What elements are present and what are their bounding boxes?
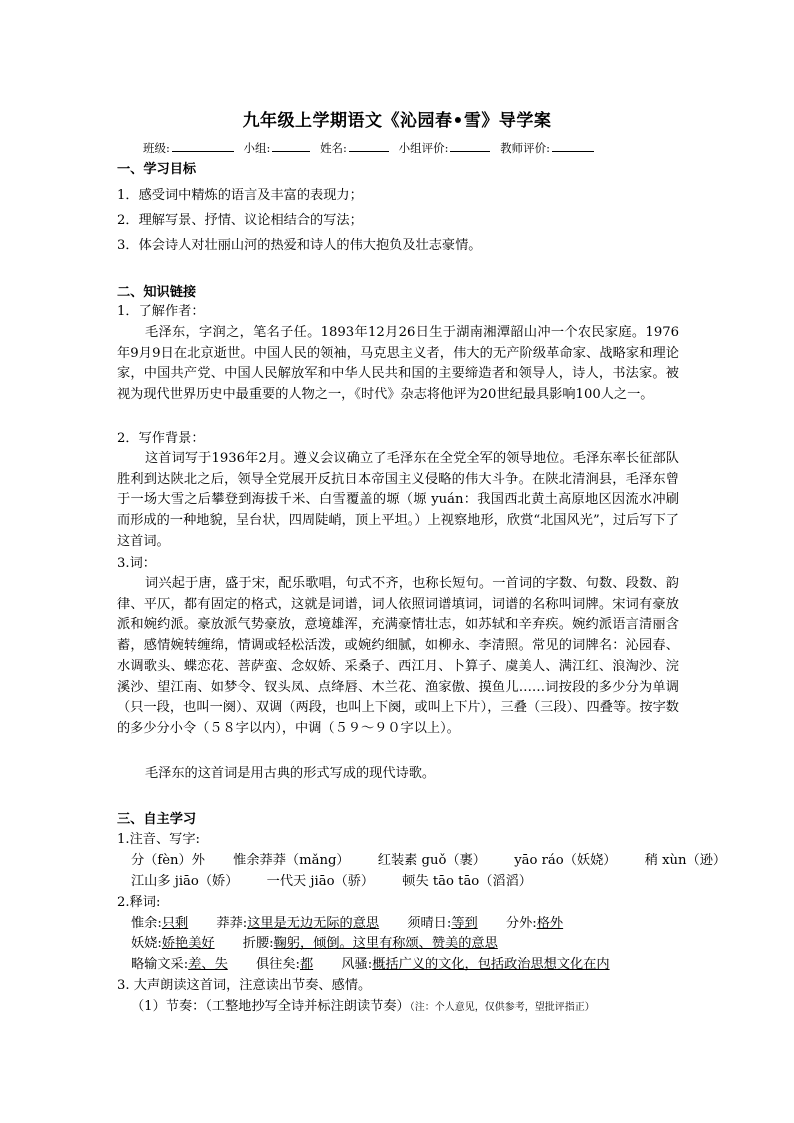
class-blank[interactable]	[172, 140, 234, 152]
group-eval-blank[interactable]	[450, 140, 490, 152]
definition-answer: 格外	[536, 916, 564, 931]
reading-instruction: 3. 大声朗读这首词，注意读出节奏、感情。	[117, 978, 372, 993]
subheading-definitions: 2.释词:	[117, 895, 161, 910]
pinyin-row	[131, 851, 726, 871]
page-title: 九年级上学期语文《沁园春•雪》导学案	[242, 111, 552, 131]
section-heading-knowledge: 二、知识链接	[117, 285, 197, 300]
definition-answer: 等到	[451, 916, 478, 931]
definition-answer: 概括广义的文化，包括政治思想文化在内	[372, 957, 610, 972]
background-paragraph: 这首词写于1936年2月。遵义会议确立了毛泽东在全党全军的领导地位。毛泽东率长征部队胜利到达陕北之后，领导全党展开反抗日本帝国主义侵略的伟大斗争。在陕北清涧县，毛泽东曾于一场大雪之后攀登到海拔千米、白雪覆盖的塬（塬 yuán：我国西北黄土高原地区因流水冲刷而形成的一种地貌，呈台状，四周陡峭，顶上平坦。）上视察地形，欣赏“北国风光”，过后写下了这首词。	[117, 451, 679, 549]
pinyin-item: 江山多 jiāo（娇）	[131, 874, 239, 889]
group-label: 小组:	[243, 141, 271, 155]
author-paragraph: 毛泽东，字润之，笔名子任。1893年12月26日生于湖南湘潭韶山冲一个农民家庭。1976年9月9日在北京逝世。中国人民的领袖，马克思主义者，伟大的无产阶级革命家、战略家和理论家，中国共产党、中国人民解放军和中华人民共和国的主要缔造者和领导人，诗人，书法家。被视为现代世界历史中最重要的人物之一，《时代》杂志将他评为20世纪最具影响100人之一。	[117, 325, 679, 403]
definition-answer: 鞠躬，倾倒。这里有称颂、赞美的意思	[273, 936, 498, 951]
definition-answer: 娇艳美好	[161, 936, 215, 951]
definition-answer: 差、失	[188, 957, 228, 972]
pinyin-item: 一代天 jiāo（骄）	[266, 874, 375, 889]
section-heading-self-study: 三、自主学习	[117, 812, 197, 827]
teacher-eval-label: 教师评价:	[500, 141, 550, 155]
pinyin-item: 顿失 tāo tāo（滔滔）	[402, 874, 532, 889]
subheading-background: 2．写作背景：	[117, 431, 205, 446]
subheading-ci: 3.词：	[117, 556, 156, 571]
definition-term: 风骚:	[341, 957, 373, 972]
teacher-eval-blank[interactable]	[552, 140, 594, 152]
definition-term: 俱往矣:	[255, 957, 300, 972]
pinyin-item: 分（fèn）外	[131, 853, 205, 868]
definition-term: 折腰:	[242, 936, 274, 951]
ci-paragraph: 词兴起于唐，盛于宋，配乐歌唱，句式不齐，也称长短句。一首词的字数、句数、段数、韵律、平仄，都有固定的格式，这就是词谱，词人依照词谱填词，词谱的名称叫词牌。宋词有豪放派和婉约派。豪放派气势豪放，意境雄浑，充满豪情壮志，如苏轼和辛弃疾。婉约派语言清丽含蓄，感情婉转缠绵，情调或轻松活泼，或婉约细腻，如柳永、李清照。常见的词牌名：沁园春、水调歌头、蝶恋花、菩萨蛮、念奴娇、采桑子、西江月、卜算子、虞美人、满江红、浪淘沙、浣溪沙、望江南、如梦令、钗头凤、点绛唇、木兰花、渔家傲、摸鱼儿……词按段的多少分为单调（只一段，也叫一阕）、双调（两段，也叫上下阕，或叫上下片），三叠（三段）、四叠等。按字数的多少分小令（５８字以内），中调（５９～９０字以上）。	[117, 576, 679, 736]
definition-answer: 这里是无边无际的意思	[247, 916, 380, 931]
section-heading-goals: 一、学习目标	[117, 162, 197, 177]
goal-item: 3．体会诗人对壮丽山河的热爱和诗人的伟大抱负及壮志豪情。	[117, 238, 482, 253]
pinyin-item: 惟余莽莽（mǎng）	[233, 853, 350, 868]
name-label: 姓名:	[320, 141, 347, 155]
definition-term: 略输文采:	[131, 957, 189, 972]
definition-term: 妖娆:	[131, 936, 162, 951]
group-eval-label: 小组评价:	[398, 141, 449, 155]
definition-row	[131, 934, 498, 954]
goal-item: 1．感受词中精炼的语言及丰富的表现力；	[117, 188, 363, 203]
goal-item: 2．理解写景、抒情、议论相结合的写法；	[117, 213, 363, 228]
definition-row	[131, 914, 563, 934]
pinyin-item: yāo ráo（妖娆）	[514, 853, 617, 868]
definition-answer: 只剩	[161, 916, 189, 931]
definition-row	[131, 955, 610, 975]
definition-term: 须晴日:	[407, 916, 452, 931]
definition-term: 莽莽:	[216, 916, 248, 931]
rhythm-instruction	[131, 997, 595, 1018]
rhythm-label: （1）节奏：（工整地抄写全诗并标注朗读节奏）	[131, 999, 410, 1014]
group-blank[interactable]	[272, 140, 310, 152]
pinyin-item: 红装素 guǒ（裹）	[377, 853, 486, 868]
subheading-pinyin: 1.注音、写字:	[117, 832, 200, 847]
rhythm-note: （注：个人意见，仅供参考，望批评指正）	[409, 1002, 595, 1013]
pinyin-item: 稍 xùn（逊）	[644, 853, 727, 868]
name-blank[interactable]	[349, 140, 389, 152]
subheading-author: 1．了解作者：	[117, 304, 205, 319]
pinyin-row	[131, 872, 532, 892]
definition-answer: 都	[299, 957, 314, 972]
summary-sentence: 毛泽东的这首词是用古典的形式写成的现代诗歌。	[145, 766, 436, 781]
student-info-line	[143, 140, 600, 156]
definition-term: 分外:	[505, 916, 537, 931]
class-label: 班级:	[143, 141, 170, 155]
definition-term: 惟余:	[131, 916, 162, 931]
